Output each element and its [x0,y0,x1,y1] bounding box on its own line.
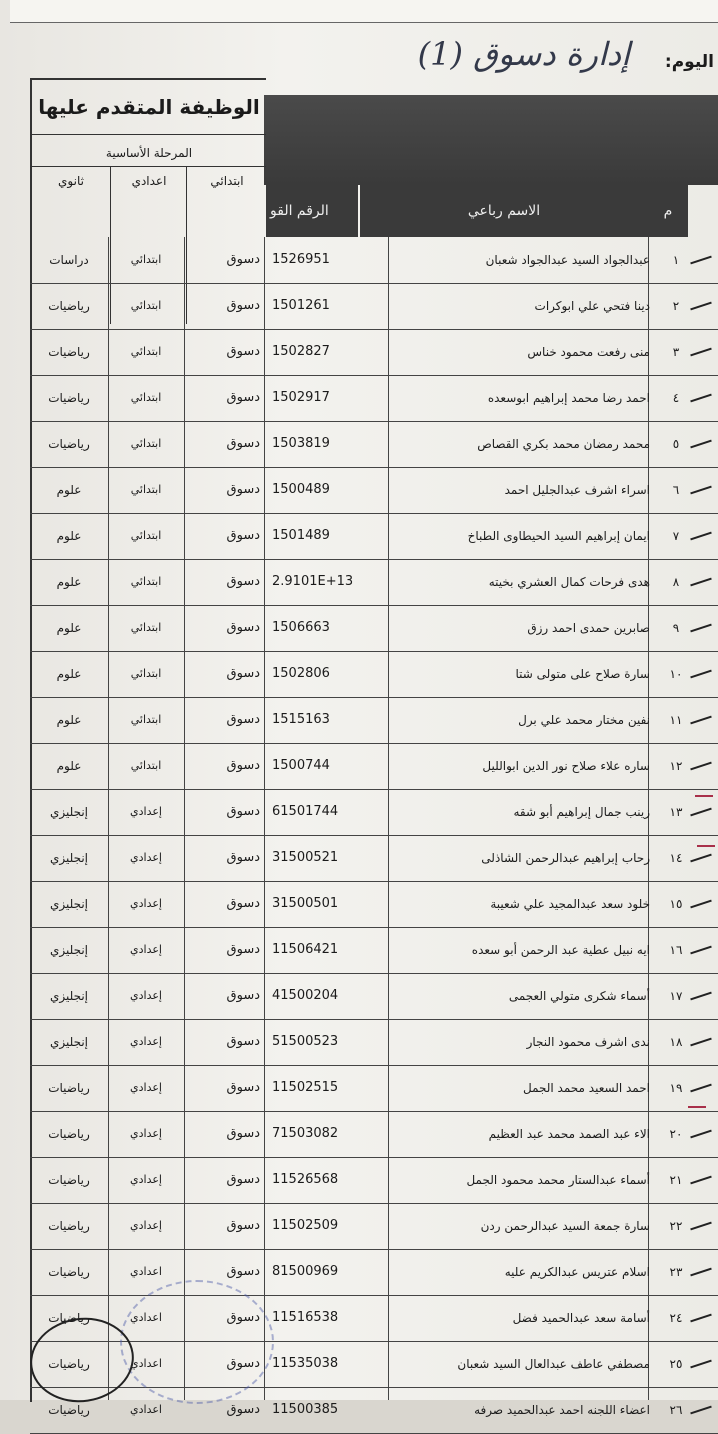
full-name-cell: اسراء اشرف عبدالجليل احمد [504,483,650,497]
subject-cell: علوم [56,667,82,681]
table-row [30,1203,718,1250]
table-row [30,467,718,514]
table-row [30,743,718,790]
serial-number-cell: ٦ [672,483,680,497]
national-id-cell: 1500489 [272,482,330,497]
full-name-cell: رحاب إبراهيم عبدالرحمن الشاذلى [481,851,650,865]
national-id-cell: 11500385 [272,1402,339,1417]
national-id-cell: 11506421 [272,942,339,957]
serial-number-cell: ٣ [672,345,680,359]
subject-cell: رياضيات [48,1311,90,1325]
serial-number-cell: ٢ [672,299,680,313]
administration-cell: دسوق [226,1402,260,1417]
administration-cell: دسوق [226,390,260,405]
full-name-cell: صابرين حمدى احمد رزق [527,621,650,635]
administration-cell: دسوق [226,804,260,819]
basic-stage-title: المرحلة الأساسية [32,134,266,167]
stage-cell: اعدادي [130,1403,162,1416]
table-row [30,881,718,928]
table-row [30,697,718,744]
stage-cell: ابتدائي [130,667,162,680]
table-row [30,283,718,330]
full-name-cell: محمد رمضان محمد بكري القصاص [477,437,650,451]
national-id-cell: 2.9101E+13 [272,574,354,589]
national-id-cell: 1526951 [272,252,330,267]
stage-cell: اعدادي [130,1357,162,1370]
table-row [30,605,718,652]
top-paper-edge [10,0,718,23]
table-row [30,513,718,560]
stage-cell: إعدادي [130,1081,162,1094]
national-id-header: الرقم القو [266,185,358,237]
national-id-cell: 1502827 [272,344,330,359]
administration-cell: دسوق [226,344,260,359]
national-id-cell: 1503819 [272,436,330,451]
subject-cell: رياضيات [48,1357,90,1371]
serial-number-cell: ١٩ [669,1081,683,1095]
table-row [30,835,718,882]
subject-cell: علوم [56,483,82,497]
full-name-cell: سارة جمعة السيد عبدالرحمن ردن [480,1219,650,1233]
full-name-header: الاسم رباعي [360,185,648,237]
official-stamp-seal [120,1280,274,1404]
full-name-cell: ندى اشرف محمود النجار [526,1035,650,1049]
administration-cell: دسوق [226,896,260,911]
administration-cell: دسوق [226,988,260,1003]
serial-number-cell: ٤ [672,391,680,405]
administration-cell: دسوق [226,1080,260,1095]
red-pen-mark-icon [697,845,715,847]
table-row [30,1157,718,1204]
serial-number-cell: ٢٦ [669,1403,683,1417]
serial-number-cell: ١٧ [669,989,683,1003]
subject-cell: رياضيات [48,345,90,359]
national-id-cell: 31500501 [272,896,339,911]
stage-cell: إعدادي [130,1173,162,1186]
subject-cell: علوم [56,529,82,543]
table-row [30,1387,718,1434]
subject-cell: دراسات [49,253,89,267]
administration-cell: دسوق [226,298,260,313]
stage-cell: ابتدائي [130,529,162,542]
subject-cell: إنجليزي [49,989,89,1003]
national-id-cell: 11502515 [272,1080,339,1095]
stage-cell: ابتدائي [130,253,162,266]
subject-cell: رياضيات [48,437,90,451]
serial-number-cell: ١٤ [669,851,683,865]
administration-cell: دسوق [226,712,260,727]
full-name-cell: منى رفعت محمود خناس [527,345,650,359]
stage-cell: ابتدائي [130,575,162,588]
stage-cell: ابتدائي [130,345,162,358]
table-row [30,421,718,468]
red-pen-mark-icon [695,795,713,797]
full-name-cell: هدى فرحات كمال العشري بخيته [488,575,650,589]
table-row [30,1111,718,1158]
serial-number-cell: ١٦ [669,943,683,957]
subject-cell: رياضيات [48,1403,90,1417]
table-row [30,1019,718,1066]
table-row [30,329,718,376]
serial-number-cell: ٢٤ [669,1311,683,1325]
table-row [30,789,718,836]
subject-cell: إنجليزي [49,943,89,957]
red-pen-mark-icon [688,1106,706,1108]
full-name-cell: أسماء شكرى متولي العجمى [508,989,650,1003]
national-id-cell: 81500969 [272,1264,339,1279]
national-id-cell: 61501744 [272,804,339,819]
administration-cell: دسوق [226,1356,260,1371]
administration-cell: دسوق [226,942,260,957]
stage-cell: ابتدائي [130,713,162,726]
national-id-cell: 1502917 [272,390,330,405]
subject-cell: رياضيات [48,1081,90,1095]
stage-cell: ابتدائي [130,483,162,496]
subject-cell: رياضيات [48,1127,90,1141]
national-id-cell: 1515163 [272,712,330,727]
serial-number-cell: ١٥ [669,897,683,911]
serial-number-cell: ٢١ [669,1173,683,1187]
administration-cell: دسوق [226,1034,260,1049]
full-name-cell: ايه نبيل عطية عبد الرحمن أبو سعده [471,943,650,957]
administration-cell: دسوق [226,1264,260,1279]
stage-cell: إعدادي [130,851,162,864]
subject-cell: رياضيات [48,1265,90,1279]
administration-cell: دسوق [226,758,260,773]
full-name-cell: أسماء عبدالستار محمد محمود الجمل [466,1173,650,1187]
serial-number-cell: ٢٣ [669,1265,683,1279]
primary-column-header: ابتدائي [186,166,267,324]
serial-number-cell: ١٢ [669,759,683,773]
preparatory-column-header: اعدادي [110,166,187,324]
stage-cell: اعدادي [130,1265,162,1278]
table-header-band [264,95,718,185]
subject-cell: علوم [56,575,82,589]
job-applied-title: الوظيفة المتقدم عليها [32,80,266,135]
full-name-cell: اعضاء اللجنه احمد عبدالحميد صرفه [474,1403,650,1417]
full-name-cell: أسامة سعد عبدالحميد فضل [512,1311,650,1325]
administration-cell: دسوق [226,1218,260,1233]
subject-cell: علوم [56,759,82,773]
table-row [30,973,718,1020]
serial-number-cell: ٢٥ [669,1357,683,1371]
serial-number-cell: ٧ [672,529,680,543]
administration-cell: دسوق [226,482,260,497]
serial-number-header: م [648,185,688,237]
national-id-cell: 1501489 [272,528,330,543]
serial-number-cell: ٨ [672,575,680,589]
serial-number-cell: ٢٢ [669,1219,683,1233]
full-name-cell: ساره علاء صلاح نور الدين ابوالليل [482,759,650,773]
stage-cell: إعدادي [130,1127,162,1140]
serial-number-cell: ١٨ [669,1035,683,1049]
full-name-cell: زينب جمال إبراهيم أبو شقه [513,805,650,819]
subject-cell: رياضيات [48,1219,90,1233]
administration-cell: دسوق [226,436,260,451]
stage-cell: ابتدائي [130,391,162,404]
table-row [30,1065,718,1112]
table-row [30,927,718,974]
stage-cell: ابتدائي [130,621,162,634]
administration-cell: دسوق [226,528,260,543]
subject-cell: علوم [56,713,82,727]
serial-number-cell: ١١ [669,713,683,727]
national-id-cell: 11502509 [272,1218,339,1233]
subject-cell: رياضيات [48,1173,90,1187]
full-name-cell: مصطفي عاطف عبدالعال السيد شعبان [457,1357,650,1371]
table-row [30,237,718,284]
subject-cell: إنجليزي [49,897,89,911]
stage-cell: إعدادي [130,897,162,910]
national-id-cell: 71503082 [272,1126,339,1141]
today-label: اليوم: [664,52,714,72]
subject-cell: إنجليزي [49,851,89,865]
administration-cell: دسوق [226,666,260,681]
serial-number-cell: ١٠ [669,667,683,681]
stage-cell: ابتدائي [130,759,162,772]
national-id-cell: 1502806 [272,666,330,681]
serial-number-cell: ٥ [672,437,680,451]
full-name-cell: نفين مختار محمد علي برل [518,713,650,727]
administration-cell: دسوق [226,620,260,635]
national-id-cell: 31500521 [272,850,339,865]
full-name-cell: خلود سعد عبدالمجيد علي شعيبة [490,897,650,911]
subject-cell: إنجليزي [49,805,89,819]
administration-cell: دسوق [226,252,260,267]
administration-cell: دسوق [226,850,260,865]
serial-number-cell: ١٣ [669,805,683,819]
stage-cell: إعدادي [130,1219,162,1232]
administration-cell: دسوق [226,574,260,589]
stage-cell: ابتدائي [130,299,162,312]
serial-number-cell: ٩ [672,621,680,635]
national-id-cell: 11516538 [272,1310,339,1325]
full-name-cell: ايمان إبراهيم السيد الحيطاوى الطباخ [467,529,650,543]
today-handwritten-value: إدارة دسوق (1) [417,35,630,73]
full-name-cell: احمد السعيد محمد الجمل [522,1081,650,1095]
administration-cell: دسوق [226,1172,260,1187]
national-id-cell: 11535038 [272,1356,339,1371]
stage-cell: اعدادي [130,1311,162,1324]
full-name-cell: احمد رضا محمد إبراهيم ابوسعده [487,391,650,405]
stage-cell: إعدادي [130,943,162,956]
stage-cell: إعدادي [130,1035,162,1048]
national-id-cell: 51500523 [272,1034,339,1049]
full-name-cell: دينا فتحي علي ابوكرات [534,299,650,313]
stage-cell: إعدادي [130,805,162,818]
administration-cell: دسوق [226,1126,260,1141]
national-id-cell: 1500744 [272,758,330,773]
full-name-cell: سارة صلاح على متولى شتا [515,667,650,681]
subject-cell: رياضيات [48,299,90,313]
administration-cell: دسوق [226,1310,260,1325]
subject-cell: علوم [56,621,82,635]
secondary-column-header: ثانوي [58,174,84,188]
table-row [30,559,718,606]
subject-cell: إنجليزي [49,1035,89,1049]
national-id-cell: 11526568 [272,1172,339,1187]
full-name-cell: اسلام عتريس عبدالكريم عليه [504,1265,650,1279]
table-row [30,1249,718,1296]
national-id-cell: 1506663 [272,620,330,635]
table-row [30,375,718,422]
national-id-cell: 1501261 [272,298,330,313]
full-name-cell: عبدالجواد السيد عبدالجواد شعبان [485,253,650,267]
serial-number-cell: ٢٠ [669,1127,683,1141]
national-id-cell: 41500204 [272,988,339,1003]
stage-cell: إعدادي [130,989,162,1002]
table-row [30,651,718,698]
subject-cell: رياضيات [48,391,90,405]
full-name-cell: الاء عبد الصمد محمد عبد العظيم [488,1127,650,1141]
stage-cell: ابتدائي [130,437,162,450]
serial-number-cell: ١ [672,253,680,267]
